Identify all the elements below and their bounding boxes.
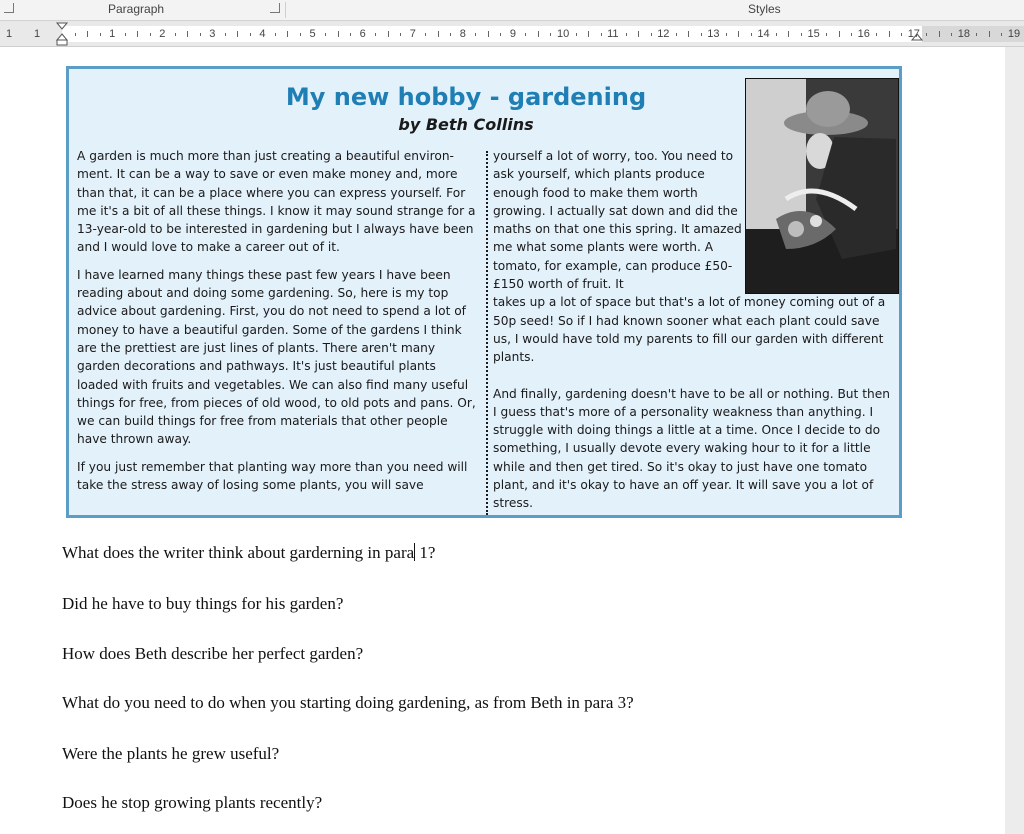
question-1-end: 1? [415, 543, 436, 562]
ruler-text-area [62, 26, 922, 42]
ruler-label: 4 [259, 28, 266, 40]
ruler-tick [839, 31, 840, 37]
ribbon-group-bar [0, 0, 1024, 21]
question-5[interactable]: Were the plants he grew useful? [62, 744, 280, 763]
paragraph-dialog-launcher-icon[interactable] [270, 3, 280, 13]
ruler-label-left-1: 1 [6, 28, 13, 40]
ruler-tick [676, 33, 677, 36]
ruler-label: 13 [707, 28, 720, 40]
article-paragraph: If you just remember that planting way more than you need will take the stress away of losing some plants, you will save [77, 459, 468, 493]
document-page[interactable] [0, 47, 1005, 834]
ruler-tick [738, 31, 739, 37]
ruler-tick [851, 33, 852, 36]
column-divider [486, 151, 488, 515]
ruler-tick [588, 31, 589, 37]
gardener-photo [745, 78, 899, 294]
styles-group-label: Styles [748, 2, 781, 16]
ruler-tick [187, 31, 188, 37]
ruler-tick [87, 31, 88, 37]
ruler-label: 15 [807, 28, 820, 40]
ruler-label: 1 [109, 28, 116, 40]
ruler-tick [939, 31, 940, 37]
ruler-tick [751, 33, 752, 36]
ruler-tick [475, 33, 476, 36]
ruler-tick [250, 33, 251, 36]
ruler-tick [500, 33, 501, 36]
ruler-tick [550, 33, 551, 36]
ruler-label: 2 [159, 28, 166, 40]
question-2[interactable]: Did he have to buy things for his garden? [62, 594, 344, 613]
ruler-tick [438, 31, 439, 37]
article-paragraph: yourself a lot of worry, too. You need to ask yourself, which plants produce enough food to make them worth growing. I actually sat down and did the maths on that one this spring. It amazed me what some plants were worth. A tomato, for example, can produce £50-£150 worth of fruit. It [493, 149, 742, 292]
ruler-tick [926, 33, 927, 36]
ruler-tick [275, 33, 276, 36]
ruler-tick [901, 33, 902, 36]
ruler-label: 10 [557, 28, 570, 40]
ruler-tick [1001, 33, 1002, 36]
ruler-tick [125, 33, 126, 36]
ruler-tick [626, 33, 627, 36]
ruler-tick [726, 33, 727, 36]
ruler-label: 12 [657, 28, 670, 40]
ruler-tick [150, 33, 151, 36]
ruler-tick [876, 33, 877, 36]
ruler-label: 8 [459, 28, 466, 40]
article-image[interactable] [66, 66, 902, 518]
ruler-tick [137, 31, 138, 37]
ruler-tick [651, 33, 652, 36]
question-4[interactable]: What do you need to do when you starting doing gardening, as from Beth in para 3? [62, 693, 634, 712]
ruler-tick [338, 31, 339, 37]
ruler-label-left-2: 1 [34, 28, 41, 40]
ruler-tick [525, 33, 526, 36]
ruler-tick [375, 33, 376, 36]
ruler-tick [688, 31, 689, 37]
ruler-label: 7 [409, 28, 416, 40]
first-line-indent-icon[interactable] [55, 22, 69, 46]
ruler-tick [400, 33, 401, 36]
ruler-tick [388, 31, 389, 37]
article-paragraph: A garden is much more than just creating a beautiful environ-ment. It can be a way to save or even make money and, more than that, it can be a place where you can express yourself. For me it's a bit of all these things. I know it may sound strange for a 13-year-old to be interested in gardening but I always have been and I would love to make a career out of it. [77, 149, 476, 255]
dialog-launcher-icon[interactable] [4, 3, 14, 13]
ruler-label: 11 [607, 28, 619, 40]
question-1[interactable] [62, 543, 435, 563]
vertical-scrollbar[interactable] [1005, 47, 1024, 834]
paragraph-group-label: Paragraph [108, 2, 165, 16]
ruler-tick [488, 31, 489, 37]
ruler-tick [801, 33, 802, 36]
article-paragraph: And finally, gardening doesn't have to be all or nothing. But then I guess that's more of a personality weakness than anything. I struggle with doing things a little at a time. Once I decide to do something, I usually devote every waking hour to it for a little while and then get tired. So it's okay to just have one tomato plant, and it's okay to have an off year. It will save you a lot of stress. [493, 386, 890, 511]
ruler-tick [638, 31, 639, 37]
ruler-tick [425, 33, 426, 36]
ruler-label: 17 [907, 28, 920, 40]
article-paragraph: takes up a lot of space but that's a lot of money coming out of a 50p seed! So if I had known sooner what each plant could save us, I would have told my parents to fill our garden with different plants. [493, 295, 886, 365]
question-6[interactable]: Does he stop growing plants recently? [62, 793, 323, 812]
ruler-tick [100, 33, 101, 36]
ruler-label: 14 [757, 28, 770, 40]
question-3[interactable]: How does Beth describe her perfect garden? [62, 644, 364, 663]
ruler-tick [576, 33, 577, 36]
ruler-label: 6 [359, 28, 366, 40]
ruler-tick [951, 33, 952, 36]
ruler-tick [776, 33, 777, 36]
ruler-tick [300, 33, 301, 36]
article-paragraph: I have learned many things these past few years I have been reading about and doing some gardening. So, here is my top advice about gardening. First, you do not need to spend a lot of money to have a beautiful garden. Some of the gardens I think are the prettiest are just lines of plants. There aren't many garden decorations and pathways. It's just beautiful plants loaded with fruits and vegetables. We can also find many useful things for free, from pieces of old wood, to old pots and pans. Or, we can build things for free from materials that other people have thrown away. [77, 267, 476, 447]
ruler-tick [538, 31, 539, 37]
ruler-tick [237, 31, 238, 37]
ruler-tick [826, 33, 827, 36]
ruler-label: 9 [509, 28, 517, 40]
ruler-tick [788, 31, 789, 37]
ruler-tick [601, 33, 602, 36]
ruler-tick [350, 33, 351, 36]
ruler-label: 5 [309, 28, 316, 40]
group-separator [285, 2, 286, 18]
horizontal-ruler[interactable] [0, 22, 1024, 47]
ruler-tick [450, 33, 451, 36]
ruler-label: 18 [957, 28, 971, 40]
article-title: My new hobby - gardening [285, 83, 647, 111]
ruler-tick [325, 33, 326, 36]
ruler-tick [976, 33, 977, 36]
ruler-tick [889, 31, 890, 37]
ruler-label: 16 [857, 28, 870, 40]
ruler-tick [701, 33, 702, 36]
question-1-text: What does the writer think about garderning in para [62, 543, 415, 562]
ruler-label: 19 [1007, 28, 1021, 40]
ruler-label: 3 [209, 28, 216, 40]
ruler-tick [989, 31, 990, 37]
article-author: by Beth Collins [398, 115, 534, 134]
article-column-left [77, 147, 481, 494]
ruler-tick [287, 31, 288, 37]
ruler-tick [225, 33, 226, 36]
ruler-tick [200, 33, 201, 36]
gardener-photo-graphic [746, 79, 898, 293]
ruler-tick [75, 33, 76, 36]
ruler-tick [175, 33, 176, 36]
